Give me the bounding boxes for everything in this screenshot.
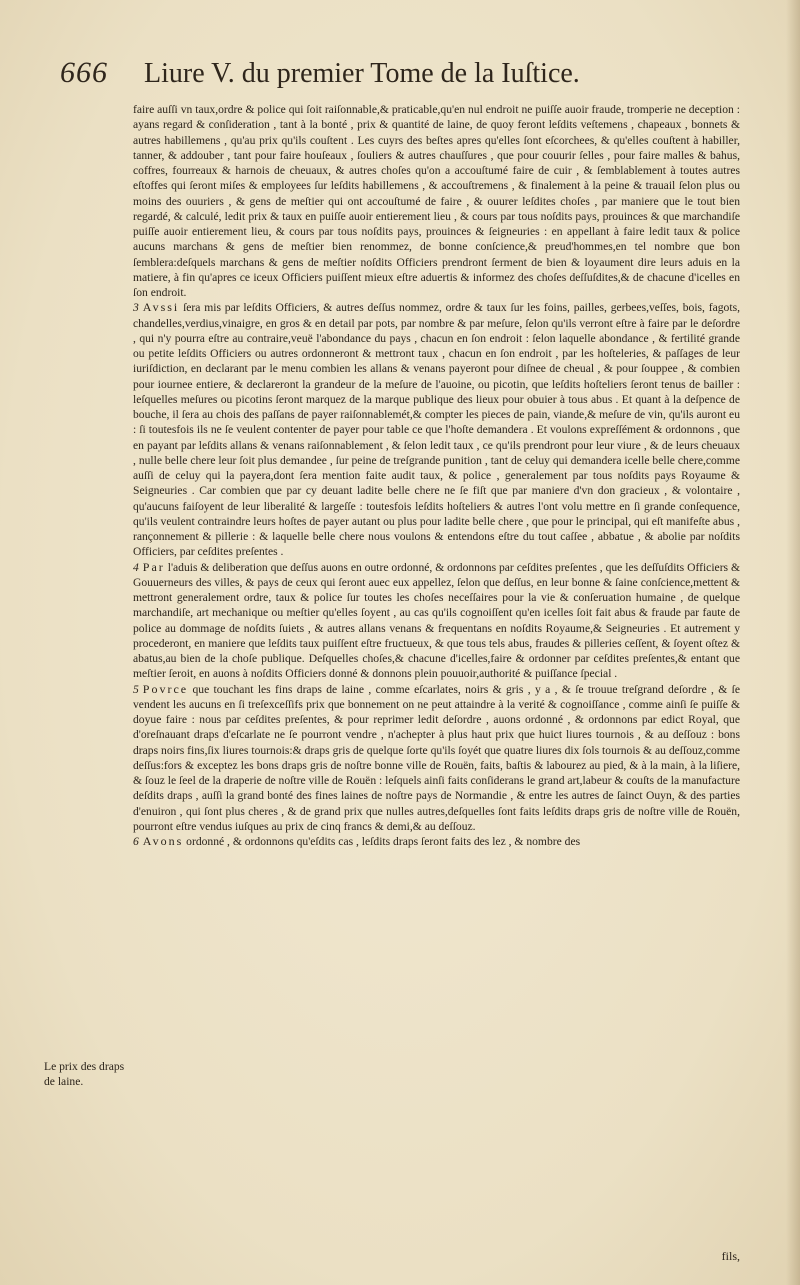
- paragraph-lead: Avssi: [142, 300, 180, 315]
- paragraph-4: [133, 560, 740, 682]
- paragraph-text: ſera mis par leſdits Officiers, & autres deſſus nommez, ordre & taux ſur les foins, pailles, gerbees,veſſes, bois, fagots, chandelles,verdius,vinaigre, en gros & en detail par pots, par nombre & par meſure, ſelon qu'ils verront eſtre à faire par le deſordre , qui n'y pourra eſtre au contraire,veuë l'abondance du pays , chacun en ſon endroit : ſelon laquelle abondance , & fertilité grande ou petite leſdits Officiers ou autres ordonneront & mettront taux , chacun en ſon endroit , par les hoſteleries, & paſſages de leur iuriſdiction, en declarant par le menu combien les allans & venans payeront pour diſnee de cheual , & pour ſouppee , & combien pour iournee entiere, & declareront la grandeur de la meſure de l'auoine, ou picotin, que leſdits hoſteliers ſeront tenus de bailler : leſquelles meſures ou picotins ſeront marquez de la marque publique des lieux pour obuier à tous abus . Et quant à la deſpence de bouche, il ſera au chois des paſſans de payer raiſonnablemét,& compter les pieces de pain, viande,& meſure de vin, qu'ils auront eu : ſi toutesfois ils ne ſe veulent contenter de payer pour table ce que l'hoſte demandera . Et voulons expreſſément & ordonnons , que en payant par leſdits allans & venans raiſonnablement , & ſelon ledit taux , ce qu'ils prendront pour leur viure , & de leurs cheuaux , nulle belle chere leur ſoit plus demandee , ſur peine de treſgrande punition , tant de celuy qui demandera icelle belle chere,comme auſſi de celuy qui la payera,dont ſera mention faite audit taux, & police , generalement par tous noſdits pays Royaume & Seigneuries . Car combien que par cy deuant ladite belle chere ne ſe fiſt que par maniere d'vn don gracieux , & volontaire , qu'aucuns faiſoyent de leur liberalité & largeſſe : toutesfois leſdits hoſteliers & autres l'ont volu mettre en ſi grande conſequence, qu'ils veulent contraindre leurs hoſtes de payer autant ou plus pour ladite belle chere , que pour le principal, qui eſt manifeſte abus , rançonnement & pillerie : & laquelle belle chere nous voulons & entendons eſtre du tout caſſee , abbatue , & abolie par noſdits Officiers, par ceſdites preſentes .: [133, 301, 740, 559]
- paragraph-5: [133, 682, 740, 835]
- paragraph-continued: [133, 102, 740, 300]
- paragraph-lead: Avons: [142, 834, 184, 848]
- catchword: fils,: [721, 1249, 740, 1263]
- paragraph-number: 4: [133, 560, 139, 574]
- paragraph-3: [133, 300, 740, 559]
- body-text: [133, 102, 740, 849]
- margin-note: Le prix des draps de laine.: [44, 1060, 125, 1089]
- paragraph-lead: Povrce: [142, 681, 189, 696]
- paragraph-number: 5: [133, 682, 139, 696]
- running-title: Liure V. du premier Tome de la Iuſtice.: [144, 58, 580, 89]
- paragraph-6: [133, 834, 740, 849]
- paragraph-lead: Par: [142, 559, 165, 574]
- paragraph-text: l'aduis & deliberation que deſſus auons en outre ordonné, & ordonnons par ceſdites preſentes , que les deſſuſdits Officiers & Gouuerneurs des villes, & pays de ceux qui ſeront auec eux appellez, ſelon que deſſus, en leur bonne & ſaine conſcience,mettent & mettront generalement ordre, taux & police ſur toutes les choſes neceſſaires pour la vie & conſeruation humaine , de quelque marchandiſe, art mechanique ou meſtier qu'elles ſoyent , au cas qu'ils cognoiſſent qu'en icelles ſoit fait abus & fraude par faute de police au dommage de noſdits ſuiets , & autres allans venans & frequentans en noſdits Royaume,& Seigneuries . Et autrement y procederont, en maniere que leſdits taux puiſſent eſtre fructueux, & que tous tels abus, fraudes & pilleries ceſſent, & ſoyent oſtez & abatus,au bien de la choſe publique. Deſquelles choſes,& chacune d'icelles,faire & ordonner par ceſdites preſentes,& entant que meſtier ſeroit, en auons à noſdits Officiers donné & donnons plein pouuoir,authorité & puiſſance ſpecial .: [133, 560, 740, 681]
- paragraph-number: 3: [133, 301, 139, 315]
- paragraph-text: que touchant les fins draps de laine , comme eſcarlates, noirs & gris , y a , & ſe trouue treſgrand deſordre , & ſe vendent les aucuns en ſi treſexceſſifs prix que bonnement on ne peut attaindre à la verité & cognoiſſance , comme ainſi ſe puiſſe & doyue faire : nous par ceſdites preſentes, & pour reprimer ledit deſordre , auons ordonné , & ordonnons par edict Royal, que d'oreſnauant draps d'eſcarlate ne ſe pourront vendre , n'achepter à plus haut prix que huict liures tournois , & au deſſouz : bons draps noirs fins,ſix liures tournois:& draps gris de quelque ſorte qu'ils ſoyét que quatre liures dix ſols tournois & au deſſouz,comme deſſus:fors & exceptez les bons draps gris de noſtre bonne ville de Rouën, faits, baſtis & labourez au pied, & à la main, à la liſiere, & ſouz le ſeel de la draperie de noſtre ville de Rouën : leſquels ainſi faits conſiderans le grand art,labeur & couſts de la manufacture deſdits draps , auſſi la grand bonté des fines laines de noſtre pays de Normandie , & entre les autres de ſainct Ouyn, & des parties d'enuiron , qui ſont plus cheres , & de grand prix que nulles autres,deſquelles ſont faits leſdits draps gris de noſtre ville de Rouën, pourront eſtre vendus iuſques au prix de cinq francs & demi,& au deſſouz.: [133, 682, 740, 833]
- page-number: 666: [60, 56, 108, 89]
- page-header: [60, 52, 740, 100]
- paragraph-number: 6: [133, 835, 139, 848]
- paragraph-text: faire auſſi vn taux,ordre & police qui ſoit raiſonnable,& praticable,qu'en nul endroit ne puiſſe auoir fraude, tromperie ne deception : ayans regard & conſideration , tant à la bonté , prix & quantité de laine, de quoy feront leſdits veſtemens , chapeaux , bonnets & autres habillemens , qu'au prix qu'ils couſtent . Les cuyrs des beſtes apres qu'elles ſont eſcorchees, & qu'elles couſtent à habiller, tanner, & addouber , tant pour faire houſeaux , ſouliers & autres chauſſures , que pour couurir ſelles , pour faire malles & bahus, coffres, fourreaux & harnois de cheuaux, & autres choſes qu'on a accouſtumé faire de cuir , & ſemblablement à toutes autres eſtoffes qui ſeront miſes & employees ſur leſdits habillemens , & accouſtremens , & finalement à la peine & trauail ſelon plus ou moins des ouuriers , & gens de meſtier qui ont accouſtumé de faire , & ouurer leſdites choſes , par maniere que le tout bien regardé, & calculé, ledit prix & taux en puiſſe auoir entierement lieu , & cours par tous noſdits pays, prouinces & que marchandiſe puiſſe auoir entierement lieu, & cours par tous noſdits pays, prouinces & ſeigneuries : en appellant à faire ledit taux & police aucuns marchans & gens de meſtier bien renommez, de bonne conſcience,& preud'hommes,en tel nombre que bon ſemblera:deſquels marchans & gens de meſtier noſdits Officiers prendront ſerment de bien & loyaument dire leurs aduis en la matiere, à fin qu'apres ce iceux Officiers puiſſent mieux eſtre aduertis & informez des choſes deſſuſdites,& de chacune d'icelles en ſon endroit.: [133, 103, 740, 299]
- paragraph-text: ordonné , & ordonnons qu'eſdits cas , leſdits draps ſeront faits des lez , & nombre des: [186, 835, 581, 848]
- page-spine-shadow: [786, 0, 800, 1285]
